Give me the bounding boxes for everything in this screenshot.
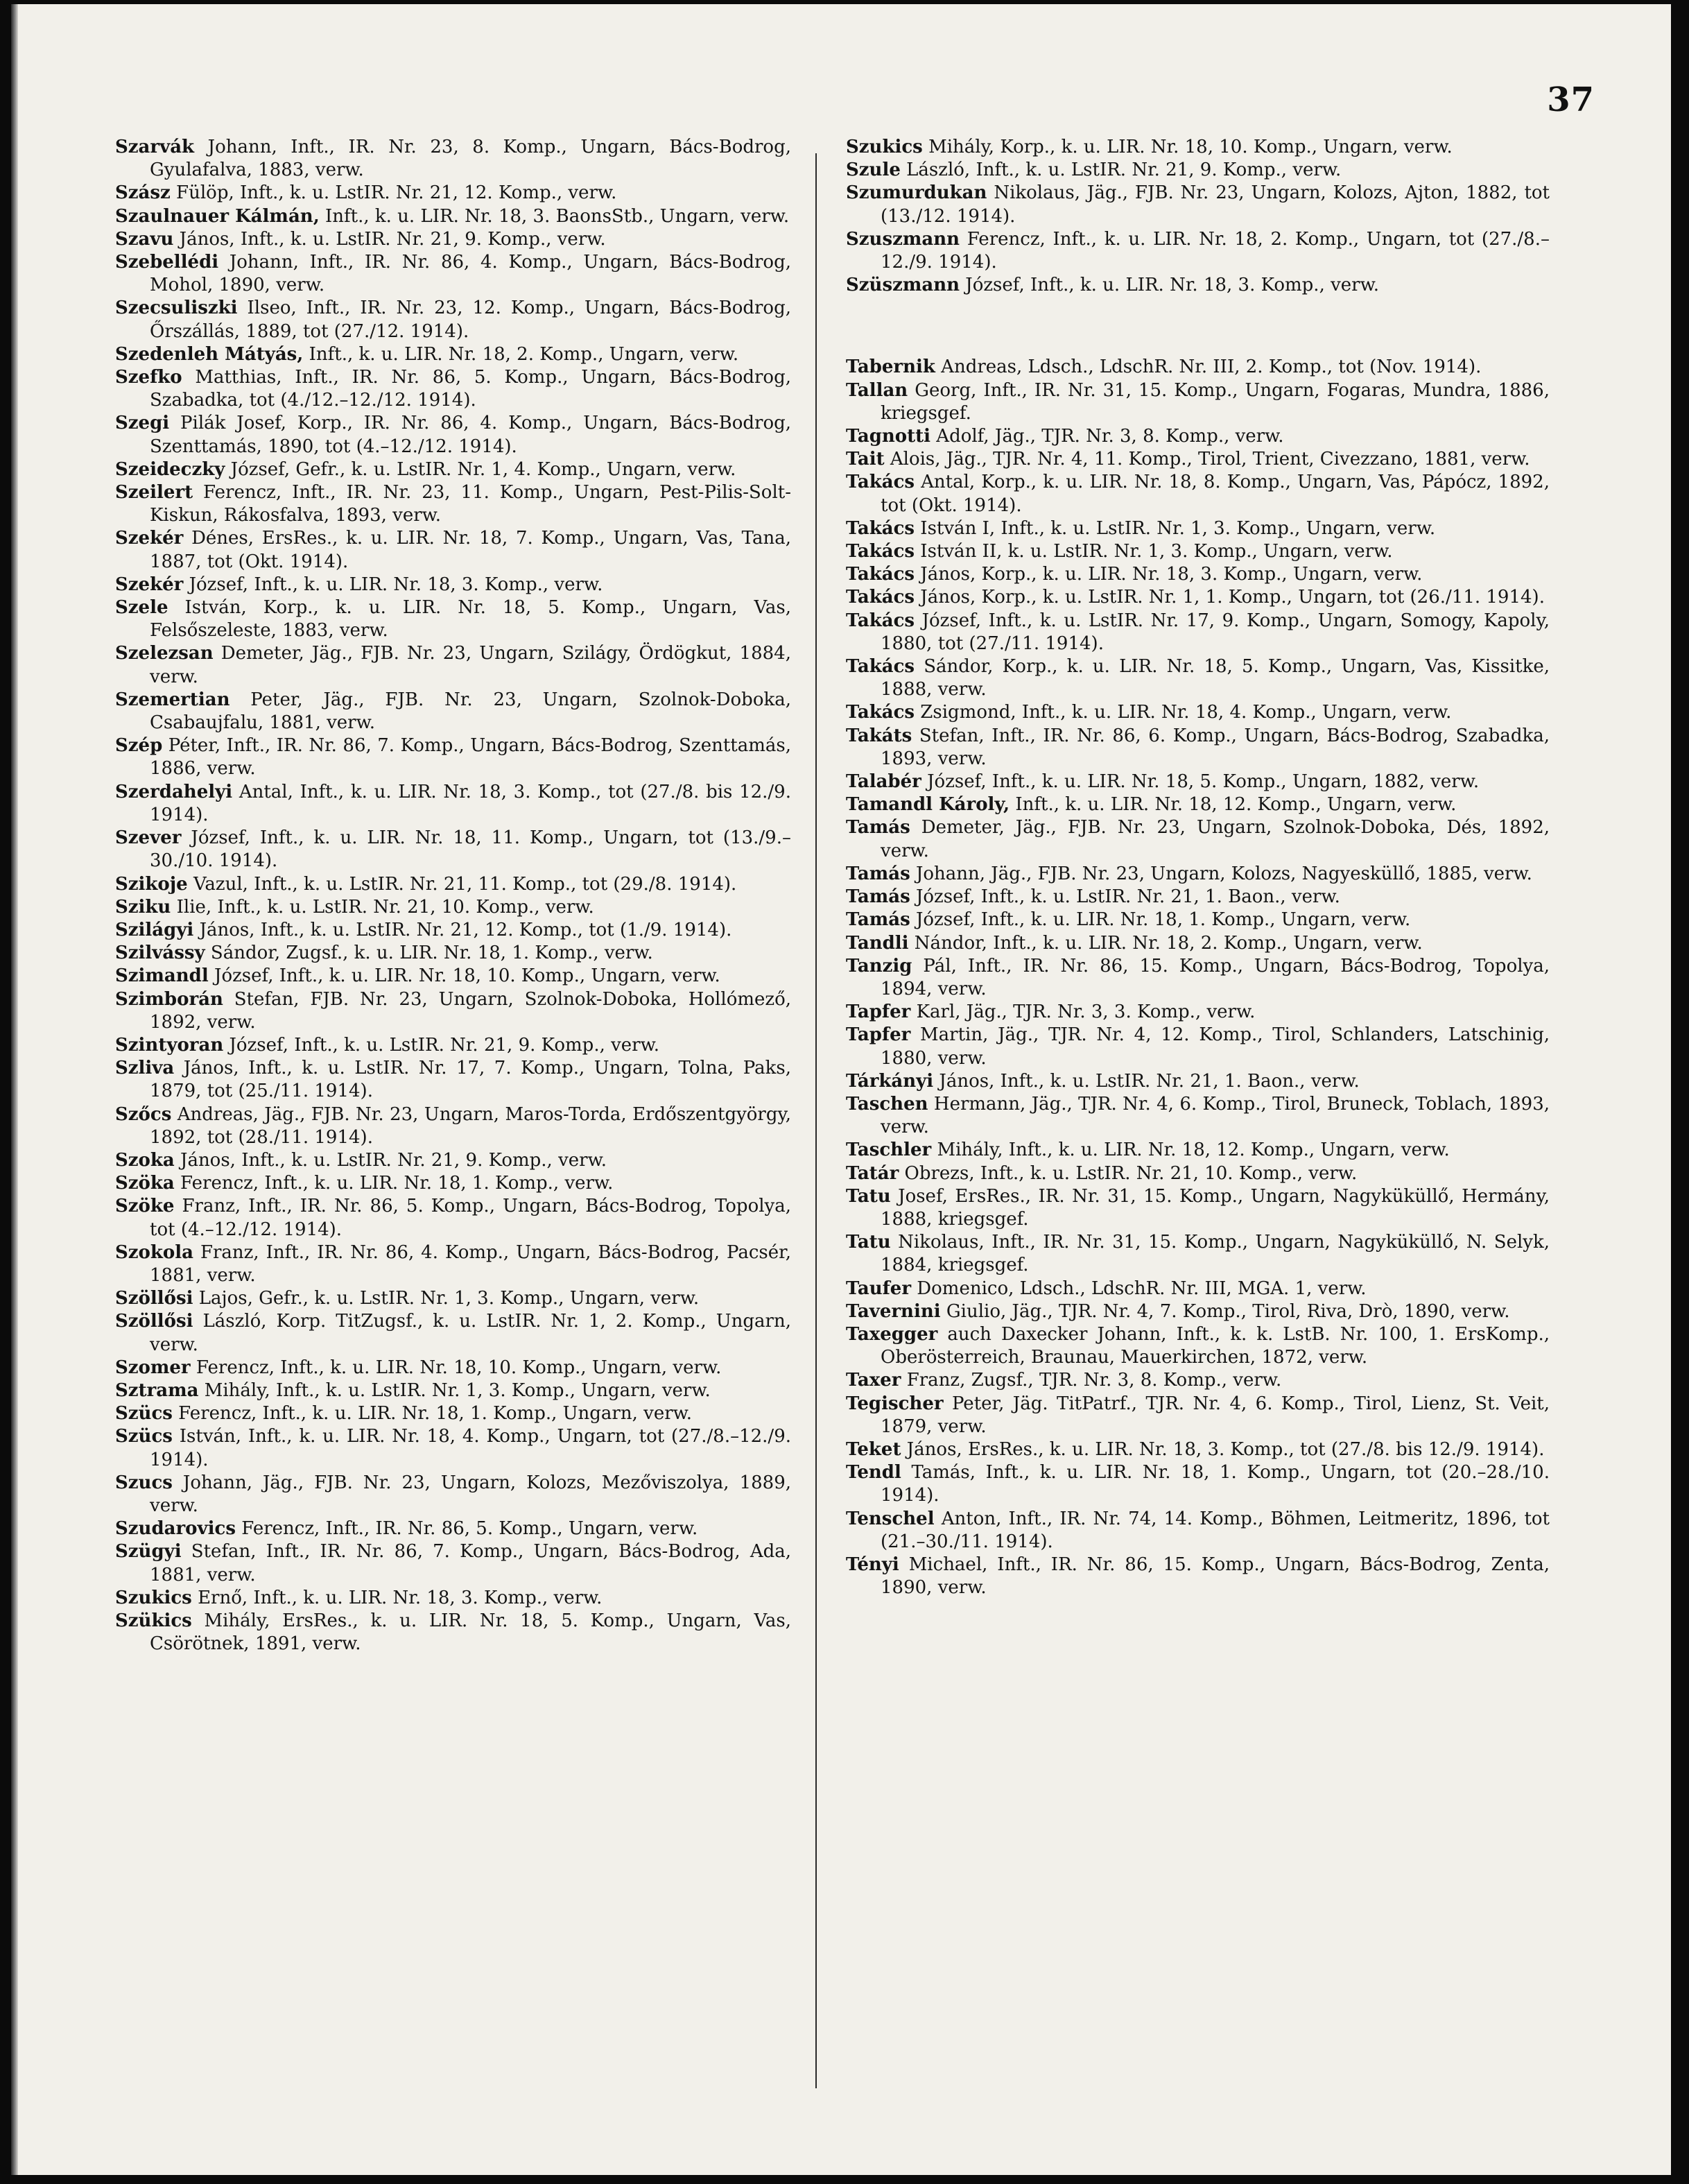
entry-surname: Szele bbox=[115, 597, 168, 619]
left-column bbox=[115, 136, 791, 1656]
entry-details: Ferencz, Inft., k. u. LIR. Nr. 18, 10. Komp., Ungarn, verw. bbox=[190, 1357, 722, 1378]
entry-surname: Szilágyi bbox=[115, 919, 194, 940]
entry-surname: Szarvák bbox=[115, 137, 195, 157]
entry-surname: Tandli bbox=[846, 932, 909, 954]
entry bbox=[115, 1357, 791, 1379]
entry-surname: Tatu bbox=[846, 1232, 891, 1253]
entry-surname: Tait bbox=[846, 449, 885, 470]
entry-surname: Szomer bbox=[115, 1357, 191, 1378]
entry-details: József, Inft., k. u. LstIR. Nr. 17, 9. Komp., Ungarn, Somogy, Kapoly, 1880, tot (27./11. 1914). bbox=[881, 610, 1550, 654]
entry-details: Demeter, Jäg., FJB. Nr. 23, Ungarn, Szolnok-Doboka, Dés, 1892, verw. bbox=[881, 817, 1550, 861]
entry bbox=[115, 1610, 791, 1656]
entry-surname: Tárkányi bbox=[846, 1070, 934, 1092]
entry-surname: Szaulnauer Kálmán, bbox=[115, 205, 320, 227]
entry-surname: Taschen bbox=[846, 1093, 928, 1115]
entry bbox=[846, 1369, 1550, 1392]
entry bbox=[115, 251, 791, 297]
entry-details: Johann, Inft., IR. Nr. 23, 8. Komp., Ungarn, Bács-Bodrog, Gyulafalva, 1883, verw. bbox=[150, 137, 791, 181]
entry-surname: Szöllősi bbox=[115, 1311, 193, 1332]
entry bbox=[115, 1057, 791, 1103]
entry bbox=[115, 896, 791, 919]
entry-surname: Tegischer bbox=[846, 1393, 944, 1414]
entry bbox=[115, 527, 791, 573]
entry-details: István II, k. u. LstIR. Nr. 1, 3. Komp., Ungarn, verw. bbox=[915, 541, 1393, 562]
entry bbox=[115, 827, 791, 872]
entry-details: Ferencz, Inft., k. u. LIR. Nr. 18, 2. Komp., Ungarn, tot (27./8.–12./9. 1914). bbox=[881, 228, 1550, 273]
entry bbox=[846, 1162, 1550, 1185]
entry bbox=[846, 1461, 1550, 1507]
entry-surname: Szimandl bbox=[115, 965, 209, 987]
entry bbox=[846, 1393, 1550, 1438]
entry bbox=[846, 136, 1550, 159]
entry-surname: Sztrama bbox=[115, 1379, 199, 1401]
entry-details: Pál, Inft., IR. Nr. 86, 15. Komp., Ungarn, Bács-Bodrog, Topolya, 1894, verw. bbox=[881, 955, 1550, 999]
entry bbox=[846, 909, 1550, 931]
entry bbox=[115, 458, 791, 481]
entry bbox=[115, 1587, 791, 1610]
entry-details: János, Inft., k. u. LstIR. Nr. 17, 7. Komp., Ungarn, Tolna, Paks, 1879, tot (25./11. 1914). bbox=[150, 1058, 791, 1102]
entry-details: Pilák Josef, Korp., IR. Nr. 86, 4. Komp., Ungarn, Bács-Bodrog, Szenttamás, 1890, tot (4.–12./12. 1914). bbox=[150, 413, 791, 457]
entry bbox=[115, 1425, 791, 1471]
entry-surname: Szule bbox=[846, 160, 901, 181]
entry-details: István, Inft., k. u. LIR. Nr. 18, 4. Komp., Ungarn, tot (27./8.–12./9. 1914). bbox=[150, 1426, 791, 1470]
entry bbox=[846, 471, 1550, 517]
entry bbox=[846, 816, 1550, 862]
entry-details: Inft., k. u. LIR. Nr. 18, 3. BaonsStb., Ungarn, verw. bbox=[319, 205, 790, 227]
entry-surname: Takács bbox=[846, 610, 915, 631]
entry-details: József, Inft., k. u. LIR. Nr. 18, 1. Komp., Ungarn, verw. bbox=[910, 909, 1411, 931]
entry-details: Hermann, Jäg., TJR. Nr. 4, 6. Komp., Tirol, Bruneck, Toblach, 1893, verw. bbox=[881, 1093, 1550, 1138]
entry bbox=[115, 1034, 791, 1057]
entry-details: Nikolaus, Inft., IR. Nr. 31, 15. Komp., Ungarn, Nagyküküllő, N. Selyk, 1884, kriegsgef. bbox=[881, 1232, 1550, 1276]
entry-surname: Szukics bbox=[115, 1587, 192, 1608]
entry-surname: Tamás bbox=[846, 909, 910, 931]
entry bbox=[115, 734, 791, 780]
entry bbox=[846, 1278, 1550, 1300]
entry-surname: Szintyoran bbox=[115, 1034, 224, 1056]
entry bbox=[115, 136, 791, 182]
column-divider bbox=[815, 153, 817, 2088]
entry-surname: Takács bbox=[846, 564, 915, 585]
entry-details: Franz, Inft., IR. Nr. 86, 5. Komp., Ungarn, Bács-Bodrog, Topolya, tot (4.–12./12. 1914). bbox=[150, 1196, 791, 1240]
entry bbox=[846, 448, 1550, 471]
entry-surname: Tamás bbox=[846, 863, 910, 884]
entry-surname: Szöke bbox=[115, 1196, 175, 1217]
entry-surname: Sziku bbox=[115, 896, 171, 918]
entry-surname: Tenschel bbox=[846, 1508, 935, 1529]
entry bbox=[115, 942, 791, 965]
entry-details: Mihály, Korp., k. u. LIR. Nr. 18, 10. Komp., Ungarn, verw. bbox=[922, 137, 1453, 157]
entry bbox=[846, 1231, 1550, 1277]
entry-details: Alois, Jäg., TJR. Nr. 4, 11. Komp., Tirol, Trient, Civezzano, 1881, verw. bbox=[884, 449, 1530, 470]
entry bbox=[846, 517, 1550, 540]
entry bbox=[115, 343, 791, 366]
entry-details: Adolf, Jäg., TJR. Nr. 3, 8. Komp., verw. bbox=[930, 426, 1284, 447]
entry-details: Josef, ErsRes., IR. Nr. 31, 15. Komp., Ungarn, Nagyküküllő, Hermány, 1888, kriegsgef. bbox=[881, 1185, 1550, 1230]
entry-surname: Taxer bbox=[846, 1370, 901, 1391]
entry-details: Franz, Inft., IR. Nr. 86, 4. Komp., Ungarn, Bács-Bodrog, Pacsér, 1881, verw. bbox=[150, 1241, 791, 1286]
entry bbox=[846, 955, 1550, 1001]
entry-details: Stefan, Inft., IR. Nr. 86, 7. Komp., Ungarn, Bács-Bodrog, Ada, 1881, verw. bbox=[150, 1541, 791, 1585]
entry bbox=[115, 297, 791, 343]
entry bbox=[115, 574, 791, 596]
entry-details: Stefan, FJB. Nr. 23, Ungarn, Szolnok-Doboka, Hollómező, 1892, verw. bbox=[150, 988, 791, 1033]
entry-details: Ilseo, Inft., IR. Nr. 23, 12. Komp., Ungarn, Bács-Bodrog, Őrszállás, 1889, tot (27./12. 1914). bbox=[150, 298, 791, 342]
entry-details: László, Korp. TitZugsf., k. u. LstIR. Nr. 1, 2. Komp., Ungarn, verw. bbox=[150, 1311, 791, 1355]
entry-surname: Szucs bbox=[115, 1472, 173, 1493]
entry-details: János, Inft., k. u. LstIR. Nr. 21, 9. Komp., verw. bbox=[173, 228, 606, 250]
entry-surname: Tamás bbox=[846, 886, 910, 908]
entry bbox=[846, 1554, 1550, 1599]
entry bbox=[115, 182, 791, 205]
page-number: 37 bbox=[1547, 80, 1595, 119]
entry bbox=[115, 1172, 791, 1195]
entry-details: Ilie, Inft., k. u. LstIR. Nr. 21, 10. Komp., verw. bbox=[171, 896, 594, 918]
entry-surname: Szőcs bbox=[115, 1103, 172, 1125]
entry-surname: Tabernik bbox=[846, 356, 935, 378]
entry-surname: Tamandl Károly, bbox=[846, 794, 1010, 816]
entry-details: Johann, Inft., IR. Nr. 86, 4. Komp., Ungarn, Bács-Bodrog, Mohol, 1890, verw. bbox=[150, 252, 791, 296]
entry-surname: Tapfer bbox=[846, 1001, 911, 1023]
entry-details: Obrezs, Inft., k. u. LstIR. Nr. 21, 10. Komp., verw. bbox=[899, 1162, 1358, 1184]
entry-surname: Szöllősi bbox=[115, 1288, 193, 1309]
entry-details: Zsigmond, Inft., k. u. LIR. Nr. 18, 4. Komp., Ungarn, verw. bbox=[915, 702, 1452, 723]
entry-surname: Tallan bbox=[846, 379, 908, 401]
entry-surname: Szöka bbox=[115, 1173, 175, 1194]
right-column-section-sz bbox=[846, 136, 1550, 297]
entry-surname: Szukics bbox=[846, 137, 923, 157]
entry bbox=[846, 182, 1550, 227]
entry-details: József, Inft., k. u. LIR. Nr. 18, 3. Komp., verw. bbox=[960, 275, 1380, 296]
entry bbox=[846, 356, 1550, 379]
entry-surname: Szumurdukan bbox=[846, 182, 987, 204]
entry-surname: Szilvássy bbox=[115, 943, 205, 964]
entry-details: Stefan, Inft., IR. Nr. 86, 6. Komp., Ungarn, Bács-Bodrog, Szabadka, 1893, verw. bbox=[881, 725, 1550, 769]
entry bbox=[846, 725, 1550, 771]
entry bbox=[115, 596, 791, 642]
section-gap bbox=[846, 297, 1550, 356]
entry bbox=[846, 1185, 1550, 1231]
entry-surname: Szász bbox=[115, 182, 171, 204]
entry-details: József, Inft., k. u. LstIR. Nr. 21, 1. Baon., verw. bbox=[910, 886, 1340, 908]
entry-surname: Szefko bbox=[115, 367, 182, 388]
entry-details: Mihály, Inft., k. u. LIR. Nr. 18, 12. Komp., Ungarn, verw. bbox=[931, 1140, 1450, 1161]
entry bbox=[115, 689, 791, 734]
entry-surname: Szerdahelyi bbox=[115, 781, 233, 802]
entry-details: Andreas, Ldsch., LdschR. Nr. III, 2. Komp., tot (Nov. 1914). bbox=[935, 356, 1482, 378]
entry-details: Ferencz, Inft., k. u. LIR. Nr. 18, 1. Komp., Ungarn, verw. bbox=[172, 1403, 693, 1425]
entry-surname: Szebellédi bbox=[115, 252, 219, 273]
entry bbox=[115, 366, 791, 412]
entry bbox=[115, 873, 791, 896]
entry-details: Georg, Inft., IR. Nr. 31, 15. Komp., Ungarn, Fogaras, Mundra, 1886, kriegsgef. bbox=[881, 379, 1550, 424]
entry-surname: Taufer bbox=[846, 1278, 912, 1299]
entry-surname: Szekér bbox=[115, 574, 184, 595]
entry-details: László, Inft., k. u. LstIR. Nr. 21, 9. Komp., verw. bbox=[900, 160, 1342, 181]
entry bbox=[115, 481, 791, 527]
entry-details: József, Inft., k. u. LIR. Nr. 18, 11. Komp., Ungarn, tot (13./9.–30./10. 1914). bbox=[150, 827, 791, 872]
entry-surname: Szép bbox=[115, 735, 163, 757]
entry-details: Anton, Inft., IR. Nr. 74, 14. Komp., Böhmen, Leitmeritz, 1896, tot (21.–30./11. 1914). bbox=[881, 1508, 1550, 1552]
entry bbox=[846, 1001, 1550, 1024]
entry-details: József, Inft., k. u. LstIR. Nr. 21, 9. Komp., verw. bbox=[223, 1034, 660, 1056]
entry-surname: Taschler bbox=[846, 1140, 932, 1161]
entry-details: Ferencz, Inft., IR. Nr. 23, 11. Komp., Ungarn, Pest-Pilis-Solt-Kiskun, Rákosfalva, 1893, verw. bbox=[150, 482, 791, 526]
entry bbox=[115, 1310, 791, 1356]
entry-details: Lajos, Gefr., k. u. LstIR. Nr. 1, 3. Komp., Ungarn, verw. bbox=[193, 1288, 700, 1309]
entry-surname: Szudarovics bbox=[115, 1518, 236, 1540]
entry bbox=[846, 586, 1550, 609]
entry-surname: Tényi bbox=[846, 1554, 899, 1575]
entry-surname: Taxegger bbox=[846, 1323, 938, 1345]
entry bbox=[115, 1472, 791, 1517]
scan-edge bbox=[11, 4, 18, 2175]
entry-surname: Takács bbox=[846, 541, 915, 562]
entry-surname: Szücs bbox=[115, 1426, 173, 1447]
entry-surname: Takács bbox=[846, 656, 915, 678]
entry-details: István I, Inft., k. u. LstIR. Nr. 1, 3. Komp., Ungarn, verw. bbox=[915, 517, 1436, 539]
entry bbox=[846, 425, 1550, 448]
entry bbox=[115, 1379, 791, 1402]
entry bbox=[846, 655, 1550, 701]
entry bbox=[846, 1093, 1550, 1139]
entry-surname: Tamás bbox=[846, 817, 910, 839]
entry-surname: Takács bbox=[846, 702, 915, 723]
entry bbox=[846, 771, 1550, 793]
entry bbox=[846, 863, 1550, 886]
entry-details: Domenico, Ldsch., LdschR. Nr. III, MGA. 1, verw. bbox=[911, 1278, 1367, 1299]
entry-details: Mihály, Inft., k. u. LstIR. Nr. 1, 3. Komp., Ungarn, verw. bbox=[198, 1379, 711, 1401]
entry-surname: Szücs bbox=[115, 1403, 173, 1425]
entry bbox=[115, 1149, 791, 1172]
entry-details: auch Daxecker Johann, Inft., k. k. LstB. Nr. 100, 1. ErsKomp., Oberösterreich, Braunau, Mauerkirchen, 1872, verw. bbox=[881, 1323, 1550, 1368]
entry bbox=[846, 1139, 1550, 1162]
entry-details: Matthias, Inft., IR. Nr. 86, 5. Komp., Ungarn, Bács-Bodrog, Szabadka, tot (4./12.–12./12. 1914). bbox=[150, 367, 791, 411]
entry-surname: Szikoje bbox=[115, 873, 188, 895]
entry-details: János, Inft., k. u. LstIR. Nr. 21, 1. Baon., verw. bbox=[933, 1070, 1360, 1092]
entry-details: János, Inft., k. u. LstIR. Nr. 21, 9. Komp., verw. bbox=[174, 1149, 607, 1171]
entry bbox=[846, 1323, 1550, 1369]
entry-surname: Takács bbox=[846, 472, 915, 493]
entry-details: Mihály, ErsRes., k. u. LIR. Nr. 18, 5. Komp., Ungarn, Vas, Csörötnek, 1891, verw. bbox=[150, 1610, 791, 1655]
entry-surname: Takács bbox=[846, 587, 915, 608]
entry bbox=[115, 205, 791, 228]
entry-surname: Tatu bbox=[846, 1185, 891, 1207]
entry-details: Tamás, Inft., k. u. LIR. Nr. 18, 1. Komp., Ungarn, tot (20.–28./10. 1914). bbox=[881, 1462, 1550, 1506]
entry bbox=[846, 701, 1550, 724]
entry-details: Peter, Jäg. TitPatrf., TJR. Nr. 4, 6. Komp., Tirol, Lienz, St. Veit, 1879, verw. bbox=[881, 1393, 1550, 1437]
entry bbox=[115, 412, 791, 458]
entry-surname: Szoka bbox=[115, 1149, 175, 1171]
entry bbox=[115, 642, 791, 688]
entry-details: Inft., k. u. LIR. Nr. 18, 2. Komp., Ungarn, verw. bbox=[303, 343, 739, 365]
entry bbox=[115, 781, 791, 827]
right-column-section-t bbox=[846, 356, 1550, 1599]
entry-details: Vazul, Inft., k. u. LstIR. Nr. 21, 11. Komp., tot (29./8. 1914). bbox=[187, 873, 737, 895]
entry-details: Inft., k. u. LIR. Nr. 18, 12. Komp., Ungarn, verw. bbox=[1010, 794, 1457, 816]
entry bbox=[115, 1103, 791, 1149]
entry-surname: Szavu bbox=[115, 228, 174, 250]
entry-details: Andreas, Jäg., FJB. Nr. 23, Ungarn, Maros-Torda, Erdőszentgyörgy, 1892, tot (28./11. 1914). bbox=[150, 1103, 791, 1148]
entry-details: Martin, Jäg., TJR. Nr. 4, 12. Komp., Tirol, Schlanders, Latschinig, 1880, verw. bbox=[881, 1024, 1550, 1069]
entry-details: József, Inft., k. u. LIR. Nr. 18, 10. Komp., Ungarn, verw. bbox=[208, 965, 720, 987]
entry-details: Antal, Inft., k. u. LIR. Nr. 18, 3. Komp., tot (27./8. bis 12./9. 1914). bbox=[150, 781, 791, 825]
entry bbox=[846, 1508, 1550, 1554]
entry-surname: Takáts bbox=[846, 725, 912, 746]
entry-details: Sándor, Korp., k. u. LIR. Nr. 18, 5. Komp., Ungarn, Vas, Kissitke, 1888, verw. bbox=[881, 656, 1550, 700]
entry-details: István, Korp., k. u. LIR. Nr. 18, 5. Komp., Ungarn, Vas, Felsőszeleste, 1883, verw. bbox=[150, 597, 791, 642]
entry-details: Johann, Jäg., FJB. Nr. 23, Ungarn, Kolozs, Mezőviszolya, 1889, verw. bbox=[150, 1472, 791, 1516]
entry-details: Dénes, ErsRes., k. u. LIR. Nr. 18, 7. Komp., Ungarn, Vas, Tana, 1887, tot (Okt. 1914). bbox=[150, 528, 791, 572]
entry-surname: Szuszmann bbox=[846, 228, 960, 250]
entry bbox=[115, 1402, 791, 1425]
entry-surname: Tagnotti bbox=[846, 426, 931, 447]
entry-details: Nándor, Inft., k. u. LIR. Nr. 18, 2. Komp., Ungarn, verw. bbox=[908, 932, 1423, 954]
entry bbox=[115, 965, 791, 988]
entry-details: Johann, Jäg., FJB. Nr. 23, Ungarn, Kolozs, Nagyesküllő, 1885, verw. bbox=[910, 863, 1532, 884]
entry-surname: Szüszmann bbox=[846, 275, 960, 296]
entry-details: János, Inft., k. u. LstIR. Nr. 21, 12. Komp., tot (1./9. 1914). bbox=[193, 919, 732, 940]
entry-details: Sándor, Zugsf., k. u. LIR. Nr. 18, 1. Komp., verw. bbox=[205, 943, 653, 964]
entry-details: Antal, Korp., k. u. LIR. Nr. 18, 8. Komp., Ungarn, Vas, Pápócz, 1892, tot (Okt. 1914). bbox=[881, 472, 1550, 516]
entry bbox=[115, 1517, 791, 1540]
entry-surname: Szelezsan bbox=[115, 643, 214, 664]
entry-surname: Szemertian bbox=[115, 689, 230, 710]
entry bbox=[846, 228, 1550, 274]
entry-surname: Szügyi bbox=[115, 1541, 182, 1563]
entry-surname: Szever bbox=[115, 827, 182, 849]
entry-surname: Szokola bbox=[115, 1241, 193, 1263]
entry bbox=[846, 1438, 1550, 1461]
entry-details: Demeter, Jäg., FJB. Nr. 23, Ungarn, Szilágy, Ördögkut, 1884, verw. bbox=[150, 643, 791, 687]
entry-surname: Szegi bbox=[115, 413, 170, 434]
entry bbox=[115, 919, 791, 942]
entry bbox=[115, 1287, 791, 1310]
entry-surname: Szeilert bbox=[115, 482, 193, 504]
entry-details: Fülöp, Inft., k. u. LstIR. Nr. 21, 12. Komp., verw. bbox=[170, 182, 617, 204]
entry-surname: Tavernini bbox=[846, 1300, 941, 1322]
entry-details: Ernő, Inft., k. u. LIR. Nr. 18, 3. Komp., verw. bbox=[191, 1587, 603, 1608]
entry bbox=[846, 540, 1550, 563]
entry-details: Ferencz, Inft., IR. Nr. 86, 5. Komp., Ungarn, verw. bbox=[235, 1518, 698, 1540]
right-column bbox=[846, 136, 1550, 1599]
entry-details: János, Korp., k. u. LstIR. Nr. 1, 1. Komp., Ungarn, tot (26./11. 1914). bbox=[915, 587, 1545, 608]
entry-details: Nikolaus, Jäg., FJB. Nr. 23, Ungarn, Kolozs, Ajton, 1882, tot (13./12. 1914). bbox=[881, 182, 1550, 227]
entry-surname: Szliva bbox=[115, 1058, 175, 1079]
entry bbox=[115, 1540, 791, 1586]
entry bbox=[846, 274, 1550, 297]
entry-surname: Szekér bbox=[115, 528, 184, 549]
entry-surname: Szimborán bbox=[115, 988, 223, 1010]
entry bbox=[846, 159, 1550, 182]
entry-details: József, Gefr., k. u. LstIR. Nr. 1, 4. Komp., Ungarn, verw. bbox=[225, 458, 736, 480]
entry-surname: Szecsuliszki bbox=[115, 298, 238, 319]
entry-details: János, ErsRes., k. u. LIR. Nr. 18, 3. Komp., tot (27./8. bis 12./9. 1914). bbox=[901, 1438, 1545, 1460]
entry-details: Michael, Inft., IR. Nr. 86, 15. Komp., Ungarn, Bács-Bodrog, Zenta, 1890, verw. bbox=[881, 1554, 1550, 1599]
entry-details: Giulio, Jäg., TJR. Nr. 4, 7. Komp., Tirol, Riva, Drò, 1890, verw. bbox=[940, 1300, 1510, 1322]
entry-surname: Tanzig bbox=[846, 955, 912, 977]
entry-surname: Tapfer bbox=[846, 1024, 911, 1046]
entry bbox=[115, 228, 791, 251]
entry bbox=[115, 1241, 791, 1287]
entry-surname: Takács bbox=[846, 517, 915, 539]
entry-details: József, Inft., k. u. LIR. Nr. 18, 5. Komp., Ungarn, 1882, verw. bbox=[921, 771, 1480, 793]
entry bbox=[846, 379, 1550, 425]
entry-details: Péter, Inft., IR. Nr. 86, 7. Komp., Ungarn, Bács-Bodrog, Szenttamás, 1886, verw. bbox=[150, 735, 791, 780]
entry-details: Ferencz, Inft., k. u. LIR. Nr. 18, 1. Komp., verw. bbox=[174, 1173, 614, 1194]
entry-surname: Szükics bbox=[115, 1610, 192, 1631]
entry-surname: Teket bbox=[846, 1438, 901, 1460]
entry-details: József, Inft., k. u. LIR. Nr. 18, 3. Komp., verw. bbox=[183, 574, 603, 595]
document-page bbox=[11, 4, 1671, 2175]
entry bbox=[115, 988, 791, 1034]
entry bbox=[846, 1024, 1550, 1069]
entry-details: János, Korp., k. u. LIR. Nr. 18, 3. Komp., Ungarn, verw. bbox=[915, 564, 1423, 585]
entry bbox=[846, 610, 1550, 655]
entry-surname: Szedenleh Mátyás, bbox=[115, 343, 304, 365]
entry bbox=[115, 1195, 791, 1241]
entry-surname: Szeideczky bbox=[115, 458, 225, 480]
entry bbox=[846, 932, 1550, 955]
entry bbox=[846, 793, 1550, 816]
entry bbox=[846, 1070, 1550, 1093]
entry-surname: Tatár bbox=[846, 1162, 899, 1184]
entry-surname: Talabér bbox=[846, 771, 921, 793]
entry-details: Franz, Zugsf., TJR. Nr. 3, 8. Komp., verw. bbox=[901, 1370, 1282, 1391]
entry bbox=[846, 1300, 1550, 1323]
entry-details: Peter, Jäg., FJB. Nr. 23, Ungarn, Szolnok-Doboka, Csabaujfalu, 1881, verw. bbox=[150, 689, 791, 734]
entry bbox=[846, 563, 1550, 586]
entry-details: Karl, Jäg., TJR. Nr. 3, 3. Komp., verw. bbox=[910, 1001, 1256, 1023]
entry bbox=[846, 886, 1550, 909]
entry-surname: Tendl bbox=[846, 1462, 901, 1484]
